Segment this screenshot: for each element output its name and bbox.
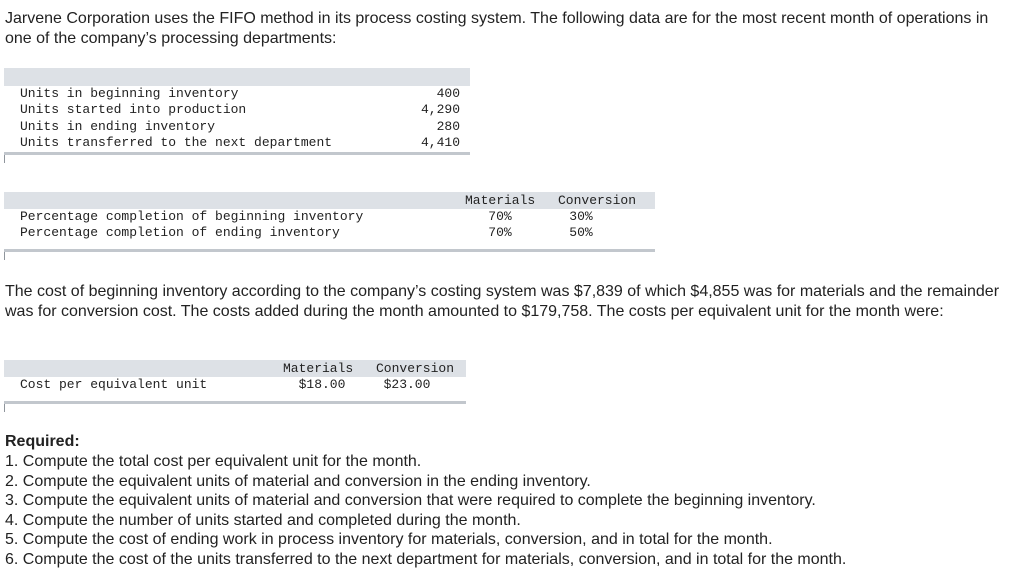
row-value: 4,290 bbox=[420, 102, 460, 118]
cost-header-conversion: Conversion bbox=[376, 361, 455, 376]
required-title: Required: bbox=[5, 433, 80, 450]
cost-table-bottom-rule bbox=[4, 401, 466, 404]
item-text: Compute the total cost per equivalent unit for the month. bbox=[22, 453, 422, 470]
list-item bbox=[5, 452, 846, 472]
row-value: 400 bbox=[436, 86, 460, 102]
row-label: Units in ending inventory bbox=[20, 118, 216, 134]
row-label: Units started into production bbox=[20, 102, 247, 118]
list-item bbox=[5, 511, 846, 531]
row-conversion: 50% bbox=[569, 225, 593, 241]
item-text: Compute the equivalent units of material and conversion that were required to complete the beginning inventory. bbox=[22, 492, 816, 509]
row-label: Units transferred to the next department bbox=[20, 135, 333, 151]
table-row bbox=[20, 102, 460, 118]
cost-table-corner-tick bbox=[4, 404, 5, 412]
table-row bbox=[20, 135, 460, 151]
units-table-header-band bbox=[4, 68, 470, 86]
completion-table-corner-tick bbox=[4, 252, 5, 260]
item-number: 2. bbox=[5, 472, 19, 490]
units-table bbox=[20, 86, 460, 151]
intro-text: Jarvene Corporation uses the FIFO method in its process costing system. The following data are for the most recent month of operations in one of the company’s processing departments: bbox=[5, 10, 989, 47]
item-number: 5. bbox=[5, 531, 19, 548]
row-materials: 70% bbox=[488, 209, 512, 225]
completion-table bbox=[20, 209, 627, 242]
table-row bbox=[20, 119, 460, 135]
row-label: Cost per equivalent unit bbox=[20, 377, 208, 393]
item-text: Compute the equivalent units of material and conversion in the ending inventory. bbox=[22, 472, 591, 490]
item-text: Compute the cost of ending work in process inventory for materials, conversion, and in total for the month. bbox=[22, 531, 773, 548]
cost-header-materials: Materials bbox=[283, 361, 354, 376]
row-label: Percentage completion of ending inventory bbox=[20, 225, 340, 241]
row-materials: $18.00 bbox=[298, 377, 346, 393]
row-label: Percentage completion of beginning inventory bbox=[20, 209, 364, 225]
list-item bbox=[5, 550, 846, 570]
table-row bbox=[20, 225, 627, 241]
completion-header-conversion: Conversion bbox=[558, 193, 637, 208]
row-conversion: 30% bbox=[569, 209, 593, 225]
cost-table bbox=[20, 377, 453, 393]
required-list bbox=[5, 452, 846, 569]
units-table-bottom-rule bbox=[4, 152, 470, 155]
row-value: 4,410 bbox=[420, 135, 460, 151]
row-value: 280 bbox=[436, 118, 460, 134]
item-number: 3. bbox=[5, 492, 19, 509]
row-label: Units in beginning inventory bbox=[20, 86, 239, 102]
list-item bbox=[5, 472, 846, 492]
table-row bbox=[20, 86, 460, 102]
item-number: 4. bbox=[5, 511, 19, 529]
item-number: 6. bbox=[5, 550, 19, 568]
units-table-corner-tick bbox=[4, 155, 5, 163]
item-number: 1. bbox=[5, 453, 19, 470]
item-text: Compute the number of units started and completed during the month. bbox=[22, 511, 521, 529]
completion-table-bottom-rule bbox=[4, 249, 655, 252]
list-item bbox=[5, 491, 846, 511]
list-item bbox=[5, 530, 846, 550]
completion-header-materials: Materials bbox=[465, 193, 536, 208]
table-row bbox=[20, 209, 627, 225]
row-materials: 70% bbox=[488, 225, 512, 241]
table-row bbox=[20, 377, 453, 393]
cost-paragraph: The cost of beginning inventory according to the company’s costing system was $7,839 of which $4,855 was for materials and the remainder was for conversion cost. The costs added during the month amounted to $179,758. The costs per equivalent unit for the month were: bbox=[5, 283, 1000, 320]
row-conversion: $23.00 bbox=[383, 377, 431, 393]
item-text: Compute the cost of the units transferred to the next department for materials, conversion, and in total for the month. bbox=[22, 550, 847, 568]
